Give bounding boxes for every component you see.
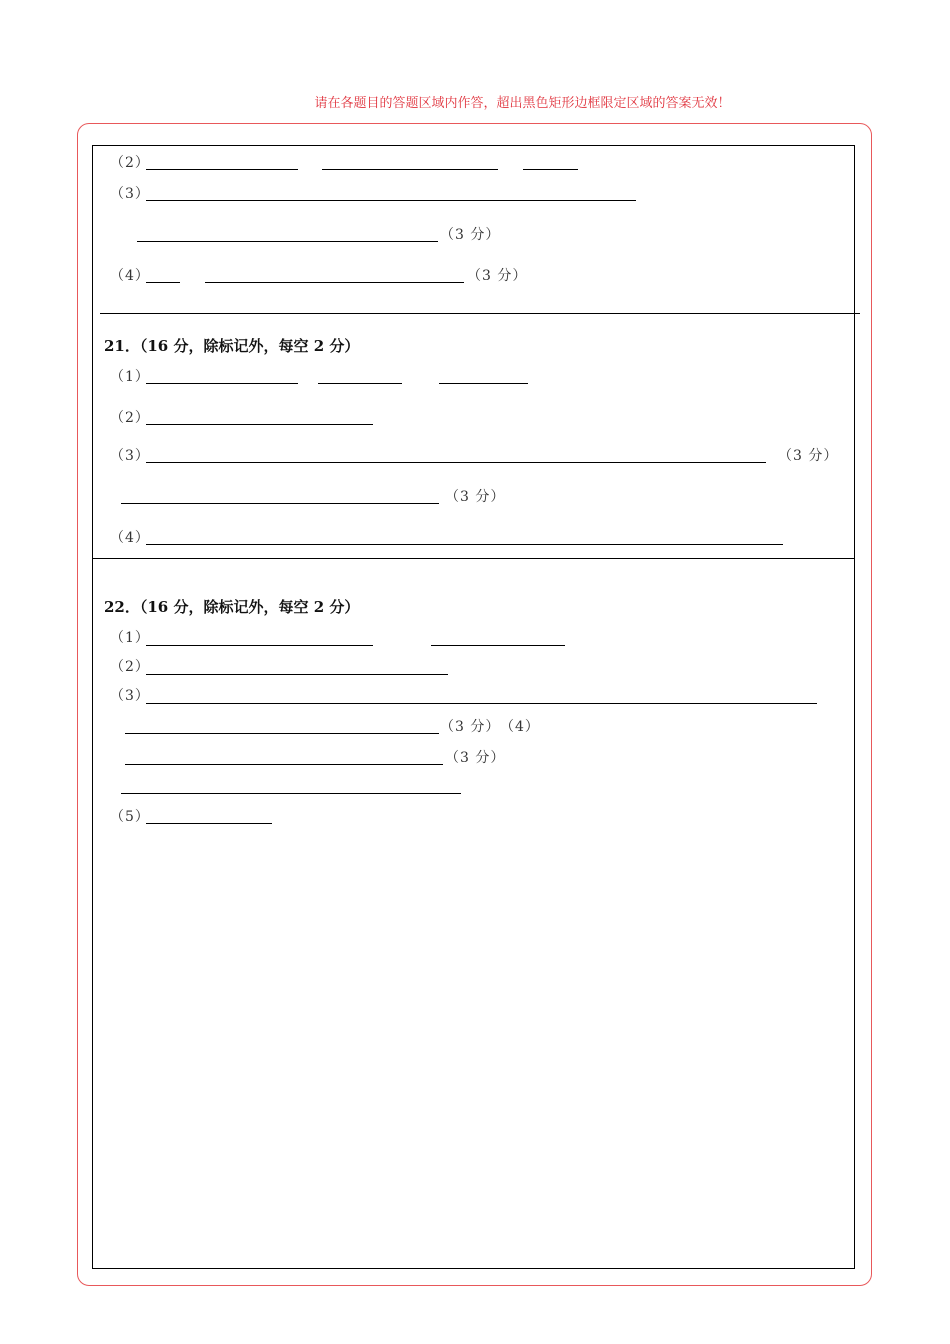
answer-blank[interactable] <box>146 169 298 170</box>
answer-blank[interactable] <box>121 503 439 504</box>
answer-blank[interactable] <box>146 645 373 646</box>
part-4-label: （4） <box>110 530 150 546</box>
part-2-label: （2） <box>110 155 150 171</box>
answer-blank[interactable] <box>318 383 402 384</box>
points-note: （3 分） <box>440 227 501 243</box>
section-divider <box>100 313 860 314</box>
answer-blank[interactable] <box>322 169 498 170</box>
answer-blank[interactable] <box>121 793 461 794</box>
answer-blank[interactable] <box>431 645 565 646</box>
answer-area-notice: 请在各题目的答题区域内作答，超出黑色矩形边框限定区域的答案无效！ <box>314 96 731 111</box>
answer-blank[interactable] <box>137 241 438 242</box>
part-4-label: （4） <box>110 268 150 284</box>
points-note: （3 分） <box>440 719 501 735</box>
points-note: （3 分） <box>445 750 506 766</box>
points-note: （3 分） <box>467 268 528 284</box>
question-21-title: 21．（16 分，除标记外，每空 2 分） <box>104 337 360 355</box>
answer-blank[interactable] <box>523 169 578 170</box>
answer-blank[interactable] <box>146 200 636 201</box>
answer-blank[interactable] <box>439 383 528 384</box>
part-3-label: （3） <box>110 186 150 202</box>
answer-blank[interactable] <box>146 282 180 283</box>
answer-blank[interactable] <box>146 383 298 384</box>
part-5-label: （5） <box>110 809 150 825</box>
answer-blank[interactable] <box>146 462 766 463</box>
answer-blank[interactable] <box>125 764 443 765</box>
part-4-label: （4） <box>500 719 540 735</box>
part-2-label: （2） <box>110 410 150 426</box>
answer-blank[interactable] <box>125 733 439 734</box>
part-1-label: （1） <box>110 630 150 646</box>
question-22-title: 22．（16 分，除标记外，每空 2 分） <box>104 598 360 616</box>
part-2-label: （2） <box>110 659 150 675</box>
part-1-label: （1） <box>110 369 150 385</box>
part-3-label: （3） <box>110 448 150 464</box>
points-note: （3 分） <box>778 448 839 464</box>
points-note: （3 分） <box>445 489 506 505</box>
section-divider <box>92 558 855 559</box>
part-3-label: （3） <box>110 688 150 704</box>
answer-blank[interactable] <box>146 674 448 675</box>
answer-blank[interactable] <box>146 703 817 704</box>
answer-blank[interactable] <box>146 823 272 824</box>
answer-blank[interactable] <box>146 424 373 425</box>
answer-blank[interactable] <box>205 282 464 283</box>
answer-blank[interactable] <box>146 544 783 545</box>
